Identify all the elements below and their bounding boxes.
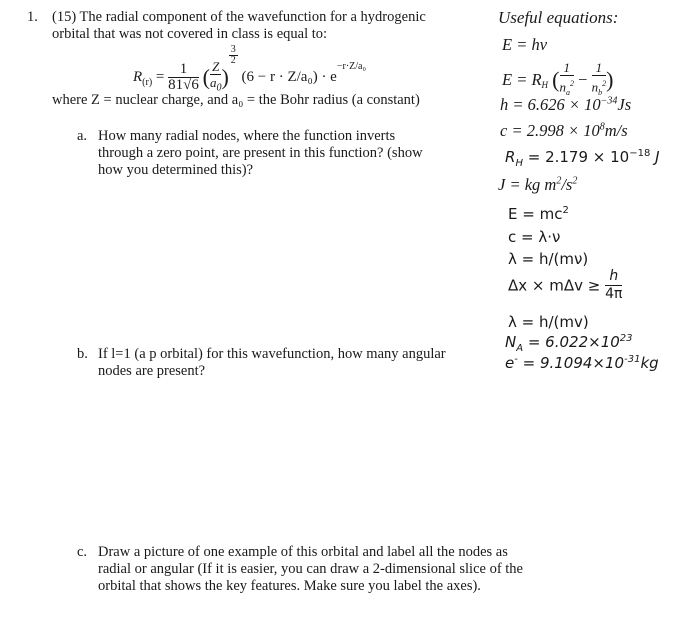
part-c-line2: radial or angular (If it is easier, you can draw a 2-dimensional slice of the — [98, 561, 523, 577]
part-c-line3: orbital that shows the key features. Make sure you label the axes). — [98, 578, 481, 594]
question-intro-line1: (15) The radial component of the wavefunction for a hydrogenic — [52, 9, 426, 25]
part-c-line1: Draw a picture of one example of this orbital and label all the nodes as — [98, 544, 508, 560]
part-a-line1: How many radial nodes, where the function inverts — [98, 128, 396, 144]
eq-joule: J = kg $m^2/s^2$ — [498, 175, 578, 194]
part-b-line1: If l=1 (a p orbital) for this wavefunction, how many angular — [98, 346, 446, 362]
eq-planck: $h = 6.626 \times 10^{-34}Js$ — [500, 95, 632, 114]
eq-speed-of-light: $c = 2.998 \times 10^8m/s$ — [500, 121, 628, 140]
wavefunction-formula: $R_{(r)}$ = $\frac{1}{81√6}$ ( $\frac{Z}{a_0}$ ) $\frac{3}{2}$ $(6 - r \cdot Z/a_0) \cdot e^{-r\cdot Z/a_0}$ — [133, 44, 366, 94]
eq-de-broglie-2: λ = h/(mv) — [508, 313, 589, 331]
eq-de-broglie: λ = h/(mν) — [508, 250, 589, 268]
question-number: 1. — [27, 9, 38, 25]
eq-rydberg-constant: $R_H = 2.179 \times 10^{-18}$ J — [505, 148, 660, 169]
eq-uncertainty: Δx × mΔv ≥ $\frac{h}{4\pi}$ — [508, 268, 623, 302]
part-c-label: c. — [77, 544, 88, 560]
eq-mass-energy: $E = mc^2$ — [508, 205, 569, 223]
part-a-label: a. — [77, 128, 88, 144]
eq-energy-photon: E = hν — [502, 35, 548, 54]
eq-electron-mass: $e^- = 9.1094\times 10^{-31}kg$ — [505, 354, 659, 372]
where-line: where Z = nuclear charge, and a₀ = the Bohr radius (a constant) — [52, 92, 420, 108]
eq-wave-speed: c = λ·ν — [508, 228, 561, 246]
part-a-line3: how you determined this)? — [98, 162, 254, 178]
part-a-line2: through a zero point, are present in this function? (show — [98, 145, 423, 161]
question-intro-line2: orbital that was not covered in class is equal to: — [52, 26, 328, 42]
useful-equations-title: Useful equations: — [498, 8, 619, 27]
part-b-line2: nodes are present? — [98, 363, 206, 379]
eq-rydberg: $E = R_H$ ( $\frac{1}{n_a^2}$ − $\frac{1}{n_b^2}$ ) — [502, 60, 614, 97]
part-b-label: b. — [77, 346, 88, 362]
eq-avogadro: $N_A = 6.022\times 10^{23}$ — [505, 333, 633, 354]
